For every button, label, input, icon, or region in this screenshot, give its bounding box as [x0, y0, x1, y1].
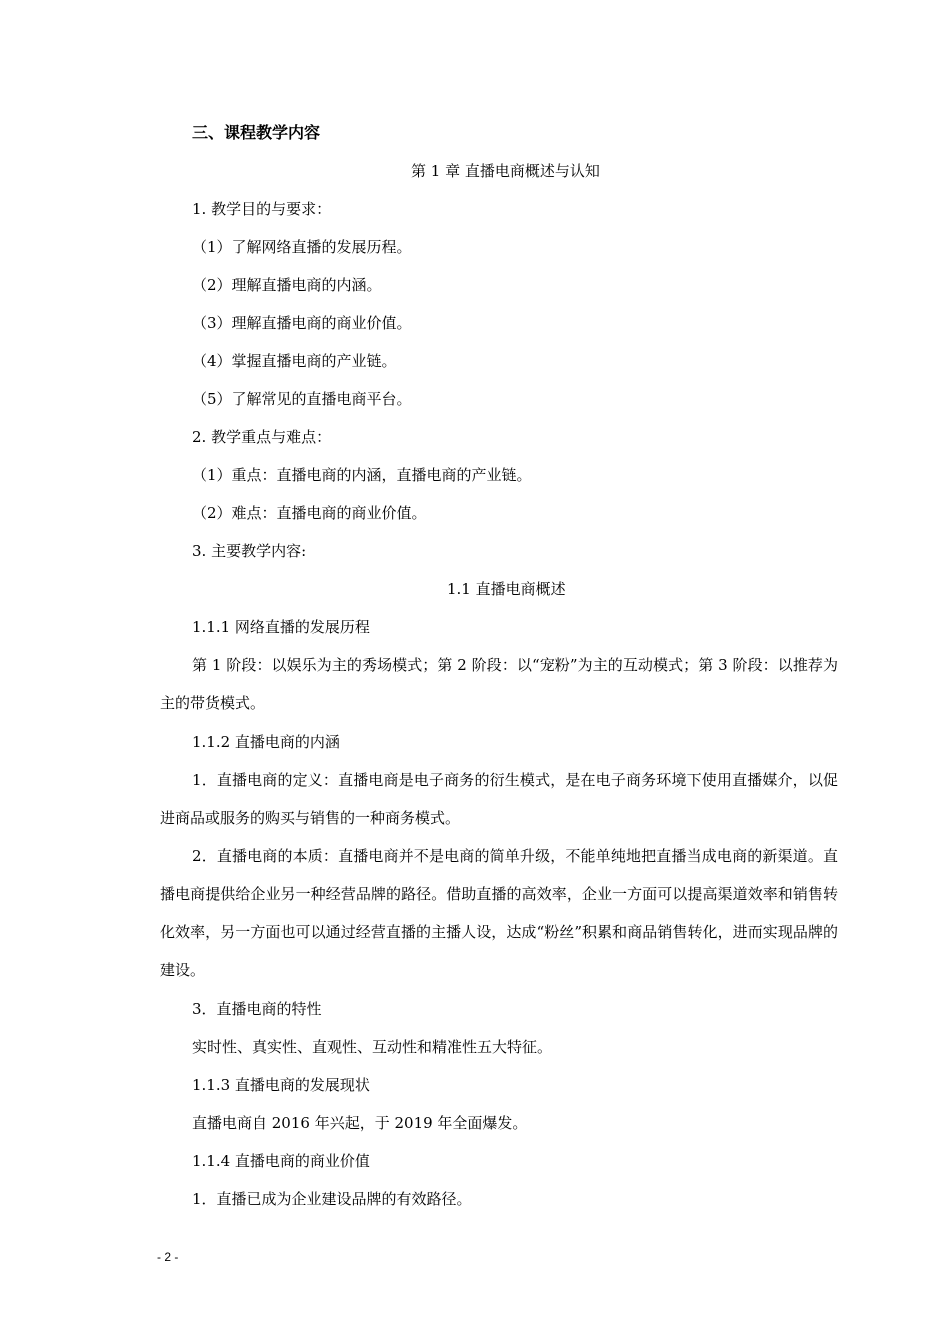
definition-paragraph: 1．直播电商的定义：直播电商是电子商务的衍生模式，是在电子商务环境下使用直播媒介，以促进商品或服务的购买与销售的一种商务模式。 — [160, 771, 838, 827]
subsection-1-1-4-item: 1．直播已成为企业建设品牌的有效路径。 — [192, 1190, 472, 1208]
section-heading: 三、课程教学内容 — [192, 123, 321, 142]
objective-item: （1）了解网络直播的发展历程。 — [192, 238, 412, 256]
objectives-title: 1. 教学目的与要求： — [192, 200, 332, 218]
page-number: - 2 - — [157, 1250, 179, 1264]
key-point-item: （2）难点：直播电商的商业价值。 — [192, 504, 427, 522]
objective-item: （3）理解直播电商的商业价值。 — [192, 314, 412, 332]
objective-item: （2）理解直播电商的内涵。 — [192, 276, 382, 294]
subsection-1-1-4-title: 1.1.4 直播电商的商业价值 — [192, 1152, 370, 1170]
subsection-1-1-1-title: 1.1.1 网络直播的发展历程 — [192, 618, 370, 636]
section-1-1-title: 1.1 直播电商概述 — [447, 580, 566, 598]
subsection-1-1-2-title: 1.1.2 直播电商的内涵 — [192, 733, 340, 751]
main-content-title: 3. 主要教学内容: — [192, 542, 307, 560]
key-point-item: （1）重点：直播电商的内涵，直播电商的产业链。 — [192, 466, 532, 484]
subsection-1-1-1-text: 第 1 阶段：以娱乐为主的秀场模式；第 2 阶段：以“宠粉”为主的互动模式；第 3 阶段：以推荐为主的带货模式。 — [160, 656, 838, 712]
key-points-title: 2. 教学重点与难点： — [192, 428, 332, 446]
essence-paragraph: 2．直播电商的本质：直播电商并不是电商的简单升级，不能单纯地把直播当成电商的新渠道。直播电商提供给企业另一种经营品牌的路径。借助直播的高效率，企业一方面可以提高渠道效率和销售转化效率，另一方面也可以通过经营直播的主播人设，达成“粉丝”积累和商品销售转化，进而实现品牌的建设。 — [160, 847, 838, 979]
objective-item: （4）掌握直播电商的产业链。 — [192, 352, 397, 370]
subsection-1-1-3-title: 1.1.3 直播电商的发展现状 — [192, 1076, 370, 1094]
characteristics-title: 3．直播电商的特性 — [192, 1000, 322, 1018]
chapter-title: 第 1 章 直播电商概述与认知 — [411, 162, 600, 180]
objective-item: （5）了解常见的直播电商平台。 — [192, 390, 412, 408]
subsection-1-1-3-text: 直播电商自 2016 年兴起，于 2019 年全面爆发。 — [192, 1114, 528, 1132]
characteristics-text: 实时性、真实性、直观性、互动性和精准性五大特征。 — [192, 1038, 553, 1056]
